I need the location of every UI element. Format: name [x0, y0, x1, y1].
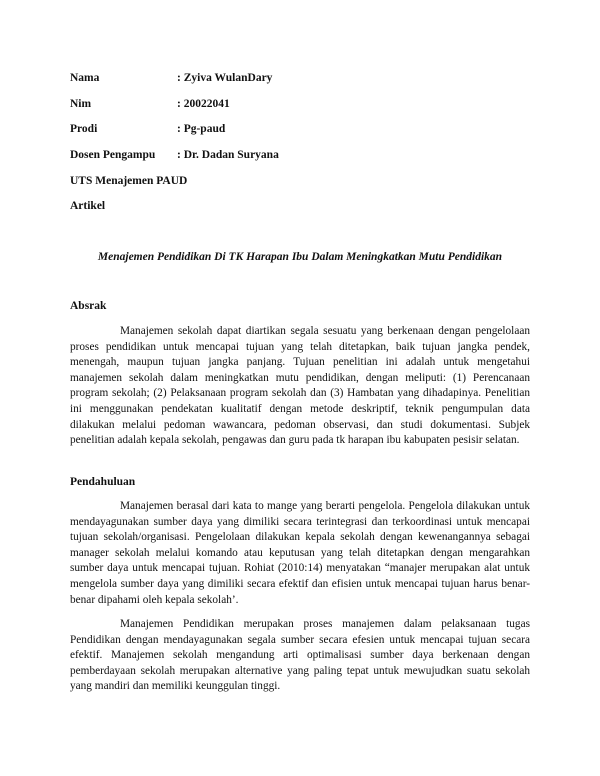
prodi-label: Prodi	[70, 123, 98, 135]
dosen-label: Dosen Pengampu	[70, 149, 156, 161]
dosen-value: : Dr. Dadan Suryana	[177, 149, 279, 161]
prodi-value: : Pg-paud	[177, 123, 226, 135]
nim-label: Nim	[70, 98, 92, 110]
introduction-paragraph-1: Manajemen berasal dari kata to mange yang berarti pengelola. Pengelola dilakukan untuk mendayagunakan sumber daya yang dimiliki secara terintegrasi dan terkoordinasi untuk mencapai tujuan sekolah/organisasi. Pengelolaan dilakukan kepala sekolah dengan kewenangannya sebagai manager sekolah melalui komando atau keputusan yang telah ditetapkan dengan mengarahkan sumber daya untuk mencapai tujuan. Rohiat (2010:14) menyatakan “manajer merupakan alat untuk mengelola sumber daya yang dimiliki secara efektif dan efisien untuk mencapai tujuan harus benar-benar dipahami oleh kepala sekolah’.	[70, 500, 530, 606]
meta-row-nama	[70, 71, 272, 85]
abstract-paragraph: Manajemen sekolah dapat diartikan segala sesuatu yang berkenaan dengan pengelolaan proses pendidikan untuk mencapai tujuan yang telah ditetapkan, baik tujuan jangka pendek, menengah, maupun tujuan jangka panjang. Tujuan penelitian ini adalah untuk mengetahui manajemen sekolah dalam meningkatkan mutu pendidikan, dengan meliputi: (1) Perencanaan program sekolah; (2) Pelaksanaan program sekolah dan (3) Hambatan yang dihadapinya. Penelitian ini menggunakan pendekatan kualitatif dengan metode deskriptif, teknik pengumpulan data dilakukan melalui pedoman wawancara, pedoman observasi, dan studi dokumentasi. Subjek penelitian adalah kepala sekolah, pengawas dan guru pada tk harapan ibu kabupaten pesisir selatan.	[70, 325, 530, 447]
abstract-heading: Absrak	[70, 300, 107, 312]
article-title: Menajemen Pendidikan Di TK Harapan Ibu Dalam Meningkatkan Mutu Pendidikan	[97, 251, 503, 263]
artikel-heading: Artikel	[70, 200, 106, 212]
nama-label: Nama	[70, 72, 100, 84]
introduction-heading: Pendahuluan	[70, 476, 136, 488]
meta-row-nim	[70, 97, 230, 111]
meta-row-dosen	[70, 148, 279, 162]
introduction-paragraph-2: Manajemen Pendidikan merupakan proses manajemen dalam pelaksanaan tugas Pendidikan dengan mendayagunakan segala sumber secara efesien untuk mencapai tujuan secara efektif. Manajemen sekolah mengandung arti optimalisasi sumber daya berkenaan dengan pemberdayaan sekolah merupakan alternative yang paling tepat untuk mewujudkan suatu sekolah yang mandiri dan memiliki keunggulan tinggi.	[70, 618, 530, 693]
nama-value: : Zyiva WulanDary	[177, 72, 273, 84]
nim-value: : 20022041	[177, 98, 230, 110]
meta-row-prodi	[70, 122, 225, 136]
uts-heading: UTS Menajemen PAUD	[70, 175, 188, 187]
